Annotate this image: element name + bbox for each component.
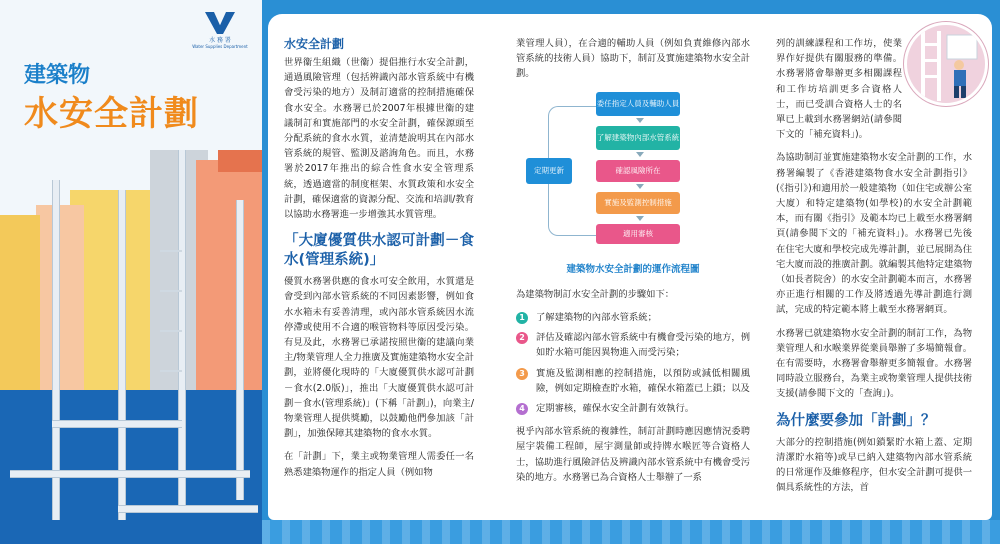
ladder-rung xyxy=(160,290,182,292)
frame-bottom-skyline xyxy=(262,520,1000,544)
step-text: 定期審核，確保水安全計劃有效執行。 xyxy=(536,403,695,415)
content-sheet xyxy=(268,14,992,520)
paragraph: 列的訓練課程和工作坊，使業界作好提供有關服務的準備。水務署將會舉辦更多相關課程和工作坊培訓更多合資格人士，而已受訓合資格人士的名單已上載到水務署網站(請參閱下文的「補充資料」)。 xyxy=(776,38,902,141)
building-orange xyxy=(218,150,262,172)
flow-box-1: 委任指定人員及輔助人員 xyxy=(596,92,680,116)
flow-arrow xyxy=(636,216,644,221)
flow-box-3: 確認風險所在 xyxy=(596,160,680,182)
paragraph: 優質水務署供應的食水可安全飲用，水質還是會受到內部水管系統的不同因素影響，例如食水水箱未有妥善清理，或內部水管系統因水流停滯或使用不合適的喉管物料等原因受污染。有見及此，水務署已承諾按照世衞的建議向業主/物業管理人全力推廣及實施建築物水安全計劃，並將優化現時的「大廈優質供水認可計劃－食水(2.0版)」，推出「大廈優質供水認可計劃－食水(管理系統)」(下稱「計劃」)，向業主/物業管理人提供獎勵，以鼓勵他們參加該「計劃」，加強保障其建築物的食水水質。 xyxy=(284,276,474,440)
cover-panel xyxy=(0,0,262,544)
step-number-badge: 4 xyxy=(516,403,528,415)
column-1 xyxy=(284,36,474,488)
cover-title: 水安全計劃 xyxy=(24,94,199,134)
column-3 xyxy=(776,36,972,503)
paragraph: 為協助制訂並實施建築物水安全計劃的工作，水務署編製了《香港建築物食水安全計劃指引》(《指引》)和適用於一般建築物（如住宅或辦公室大廈）和特定建築物(如學校)的水安全計劃範本，而有關《指引》及範本均已上載至水務署網頁(請參閱下文的「補充資料」)。水務署已先後在住宅大廈和學校完成先導計劃，並已展開為住宅大廈而設的推廣計劃。就編製其他特定建築物（如長者院舍）的水安全計劃範本而言，水務署亦正進行相關的工作及將透過先導計劃進行測試，完成的特定範本將上載至水務署網頁。 xyxy=(776,152,972,316)
paragraph: 視乎內部水管系統的複雜性，制訂計劃時應因應情況委聘屋宇裝備工程師，屋宇測量師或持牌水喉匠等合資格人士，協助進行風險評估及辨識內部水管系統中有機會受污染的地方。水務署已為合資格人士舉辦了一系 xyxy=(516,426,750,483)
cover-kicker: 建築物 xyxy=(24,63,91,88)
logo-cn-text: 水 務 署 xyxy=(209,37,231,44)
flow-chart-caption: 建築物水安全計劃的運作流程圖 xyxy=(566,263,700,275)
step-text: 了解建築物的內部水管系統； xyxy=(536,312,657,324)
list-item xyxy=(516,310,750,325)
flow-arrow xyxy=(636,152,644,157)
step-number-badge: 2 xyxy=(516,332,528,344)
pipe xyxy=(10,470,250,478)
step-number-badge: 3 xyxy=(516,368,528,380)
wsd-logo xyxy=(192,12,248,49)
worker-illustration-badge xyxy=(904,22,988,106)
section-heading-wsp: 水安全計劃 xyxy=(284,37,345,51)
frame-top xyxy=(262,0,1000,14)
list-item xyxy=(516,330,750,360)
pipe xyxy=(118,505,258,513)
pipe xyxy=(52,420,182,428)
steps-list xyxy=(516,310,750,416)
paragraph: 大部分的控制措施(例如鎖緊貯水箱上蓋、定期清潔貯水箱等)或早已納入建築物內部水管系統的日常運作及維修程序，但水安全計劃可提供一個具系統性的方法，首 xyxy=(776,436,972,494)
pipe xyxy=(236,200,244,500)
step-text: 評估及確認內部水管系統中有機會受污染的地方，例如貯水箱可能因異物進入而受污染； xyxy=(536,332,750,359)
ground-water xyxy=(0,390,262,544)
logo-en-text: Water Supplies Department xyxy=(192,44,248,49)
worker-ladder-icon xyxy=(907,25,985,103)
flow-side-box: 定期更新 xyxy=(526,158,572,184)
ladder-rung xyxy=(160,370,182,372)
paragraph: 在「計劃」下，業主或物業管理人需委任一名熟悉建築物運作的指定人員（例如物 xyxy=(284,451,474,478)
paragraph: 世界衞生組織（世衞）提倡推行水安全計劃，通過風險管理（包括辨識內部水管系統中有機會受污染的地方）及制訂適當的控制措施確保食水安全。水務署已於2007年根據世衞的建議制訂和實施部門的水安全計劃，確保源頭至分配系統的食水水質，並清楚說明其在內部水管系統的規管、監測及諮詢角色。而且，水務署於2017年推出的綜合性食水安全管理系統，透過適當的制度框架、水質政策和水安全計劃，確保適當的資源分配、交流和培訓/教育以協助水務署進一步增強其水質管理。 xyxy=(284,57,474,221)
flow-box-2: 了解建築物內部水管系統 xyxy=(596,126,680,150)
flow-box-5: 適用審核 xyxy=(596,224,680,244)
step-number-badge: 1 xyxy=(516,312,528,324)
list-item xyxy=(516,401,750,416)
wsd-logo-icon xyxy=(205,12,235,34)
step-text: 實施及監測相應的控制措施，以預防或減低相關風險，例如定期檢查貯水箱，確保水箱蓋已上鎖；以及 xyxy=(536,367,750,394)
flow-arrow xyxy=(636,118,644,123)
section-heading-scheme: 「大廈優質供水認可計劃－食水(管理系統)」 xyxy=(284,233,474,269)
column-2 xyxy=(516,36,750,493)
section-heading-why-join: 為什麼要參加「計劃」？ xyxy=(776,412,936,429)
paragraph: 業管理人員），在合適的輔助人員（例如負責維修內部水管系統的技術人員）協助下，制訂及實施建築物水安全計劃。 xyxy=(516,38,750,80)
ladder-rung xyxy=(160,330,182,332)
ladder-rung xyxy=(160,250,182,252)
flow-box-4: 實施及監測控制措施 xyxy=(596,192,680,214)
list-item xyxy=(516,366,750,396)
pipe xyxy=(52,180,60,520)
steps-intro: 為建築物制訂水安全計劃的步驟如下： xyxy=(516,288,675,300)
paragraph: 水務署已就建築物水安全計劃的制訂工作，為物業管理人和水喉業界從業員舉辦了多場簡報會。在有需要時，水務署會舉辦更多簡報會。水務署同時設立服務台，為業主或物業管理人提供技術支援(請參閱下文的「查詢」)。 xyxy=(776,327,972,400)
flow-chart xyxy=(516,90,750,258)
flow-arrow xyxy=(636,184,644,189)
